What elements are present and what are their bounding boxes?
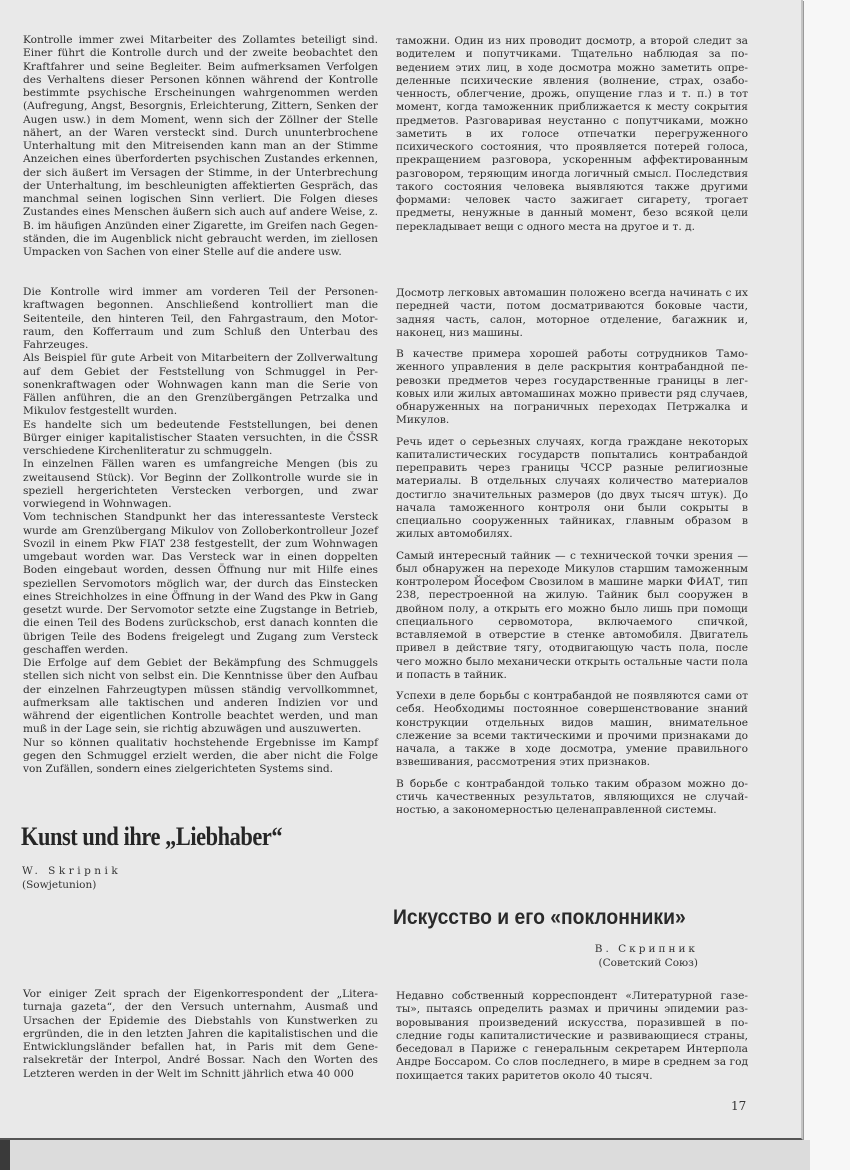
german-column-body: [23, 286, 378, 776]
german-byline: [22, 864, 121, 892]
russian-intro-paragraph: Недавно собственный корреспондент «Литературной газеты», пытаясь определить размах и причины эпидемии разворовывания произведений искусства, поразившей в последние годы капиталистические и развивающиеся страны, беседовал в Париже с генеральным секретарем Интерпола Андре Боссаром. Со слов последнего, в мире в среднем за год похищается таких раритетов около 40 тысяч.: [396, 990, 748, 1082]
scanner-edge: [0, 1140, 810, 1170]
russian-paragraph: таможни. Один из них проводит досмотр, а второй следит за водителем и попутчиками. Тщательно наблюдая за поведением этих лиц, в ходе досмотра можно заметить определенные психические явления (волнение, страх, озабоченность, облегчение, дрожь, опущение глаз и т. п.) в тот момент, когда таможенник приближается к месту сокрытия предметов. Разговаривая неустанно с попутчиками, можно заметить в их голосе отпечатки перегруженного психического состояния, что проявляется потерей голоса, прекращением разговора, ускоренным аффектированным разговором, теряющим иногда логичный смысл. Последствия такого состояния человека выявляются также другими формами: человек часто зажигает сигарету, трогает предметы, ненужные в данный момент, безо всякой цели перекладывает вещи с одного места на другое и т. д.: [396, 35, 748, 233]
german-paragraph: In einzelnen Fällen waren es umfangreiche Mengen (bis zu zweitausend Stück). Vor Beginn der Zollkontrolle wurde sie in speziell hergerichteten Verstecken verborgen, und zwar vorwiegend in Wohnwagen.: [23, 458, 378, 510]
german-paragraph: Es handelte sich um bedeutende Feststellungen, bei denen Bürger einiger kapitalistischer Staaten versuchten, in die ČSSR verschiedene Kirchenliteratur zu schmuggeln.: [23, 418, 378, 457]
german-author-country: (Sowjetunion): [22, 879, 97, 891]
russian-paragraph: Успехи в деле борьбы с контрабандой не появляются сами от себя. Необходимы постоянное совершенствование знаний конструкции отдельных видов машин, внимательное слежение за всеми тактическими и прочими признаками до начала, а также в ходе досмотра, умение правильного взвешивания, рассмотрения этих признаков.: [396, 690, 748, 769]
russian-author-name: В. Скрипник: [594, 943, 698, 955]
russian-byline: [595, 942, 698, 970]
russian-article-intro: [396, 990, 748, 1083]
russian-article-title: Искусство и его «поклонники»: [393, 906, 686, 929]
russian-paragraph: В борьбе с контрабандой только таким образом можно достичь качественных результатов, являющихся не случайностью, а закономерностью целенаправленной системы.: [396, 777, 748, 816]
russian-paragraph: Самый интересный тайник — с технической точки зрения — был обнаружен на переходе Микулов старшим таможенным контролером Йосефом Свозилом в машине марки ФИАТ, тип 238, перестроенной на жилую. Тайник был сооружен в двойном полу, а открыть его можно было лишь при помощи специального сервомотора, включаемого спичкой, вставляемой в отверстие в стенке автомобиля. Двигатель привел в действие тягу, отодвигающую часть пола, после чего можно было механически открыть остальные части пола и попасть в тайник.: [396, 549, 748, 681]
russian-paragraph: В качестве примера хорошей работы сотрудников Таможенного управления в деле раскрытия контрабандной перевозки предметов через государственные границы в легковых или жилых автомашинах можно привести ряд случаев, обнаруженных на пограничных переходах Петржалка и Микулов.: [396, 348, 748, 427]
german-paragraph: Die Erfolge auf dem Gebiet der Bekämpfung des Schmuggels stellen sich nicht von selbst ein. Die Kenntnisse über den Aufbau der einzelnen Fahrzeugtypen müssen ständig vervollkommnet, aufmerksam alle taktischen und anderen Indizien vor und während der eigentlichen Kontrolle beachtet werden, und man muß in der Lage sein, sie richtig abzuwägen und auszuwerten.: [23, 657, 378, 736]
german-article-intro: [23, 988, 378, 1081]
page-number: 17: [731, 1099, 747, 1113]
russian-paragraph: Досмотр легковых автомашин положено всегда начинать с их передней части, потом досматриваются боковые части, задняя часть, салон, моторное отделение, багажник и, наконец, низ машины.: [396, 287, 748, 339]
german-paragraph: Die Kontrolle wird immer am vorderen Teil der Personenkraftwagen begonnen. Anschließend kontrolliert man die Seitenteile, den hinteren Teil, den Fahrgastraum, den Motorraum, den Kofferraum und zum Schluß den Unterbau des Fahrzeuges.: [23, 286, 378, 351]
russian-column-continued: [396, 35, 748, 234]
german-paragraph: Nur so können qualitativ hochstehende Ergebnisse im Kampf gegen den Schmuggel erzielt werden, die aber nicht die Folge von Zufällen, sondern eines zielgerichteten Systems sind.: [23, 736, 378, 775]
german-paragraph: Vom technischen Standpunkt her das interessanteste Versteck wurde am Grenzübergang Mikulov von Zolloberkontrolleur Jozef Svozil in einem Pkw FIAT 238 festgestellt, der zum Wohnwagen umgebaut worden war. Das Versteck war in einen doppelten Boden eingebaut worden, dessen Öffnung nur mit Hilfe eines speziellen Servomotors möglich war, der durch das Einstecken eines Streichholzes in eine Öffnung in der Wand des Pkw in Gang gesetzt wurde. Der Servomotor setzte eine Zugstange in Betrieb, die einen Teil des Bodens zurückschob, erst danach konnten die übrigen Teile des Bodens freigelegt und Zugang zum Versteck geschaffen werden.: [23, 511, 378, 656]
russian-column-body: [396, 287, 748, 817]
russian-paragraph: Речь идет о серьезных случаях, когда граждане некоторых капиталистических государств попытались контрабандой переправить через границы ЧССР разные религиозные материалы. В отдельных случаях количество материалов достигло значительных размеров (до двух тысяч штук). До начала таможенного контроля они были сокрыты в специально сооруженных тайниках, главным образом в жилых автомобилях.: [396, 435, 748, 541]
german-paragraph: Kontrolle immer zwei Mitarbeiter des Zollamtes beteiligt sind. Einer führt die Kontrolle durch und der zweite beobachtet den Kraftfahrer und seine Begleiter. Beim aufmerksamen Verfolgen des Verhaltens dieser Personen können während der Kontrolle bestimmte psychische Erscheinungen wahrgenommen werden (Aufregung, Angst, Besorgnis, Erleichterung, Zittern, Senken der Augen usw.) in dem Moment, wenn sich der Zöllner der Stelle nähert, an der Waren versteckt sind. Durch ununterbrochene Unterhaltung mit den Mitreisenden kann man an der Stimme Anzeichen eines überforderten psychischen Zustandes erkennen, der sich äußert im Versagen der Stimme, in der Unterbrechung der Unterhaltung, im beschleunigten affektierten Gespräch, das manchmal seinen logischen Sinn verliert. Die Folgen dieses Zustandes eines Menschen äußern sich auch auf andere Weise, z. B. im häufigen Anzünden einer Zigarette, im Greifen nach Gegenständen, die im Augenblick nicht gebraucht werden, im ziellosen Umpacken von Sachen von einer Stelle auf die andere usw.: [23, 34, 378, 258]
german-paragraph: Als Beispiel für gute Arbeit von Mitarbeitern der Zollverwaltung auf dem Gebiet der Feststellung von Schmuggel in Personenkraftwagen oder Wohnwagen kann man die Serie von Fällen anführen, die an den Grenzübergängen Petrzalka und Mikulov festgestellt wurden.: [23, 352, 378, 418]
german-intro-paragraph: Vor einiger Zeit sprach der Eigenkorrespondent der „Literaturnaja gazeta“, der den Versuch unternahm, Ausmaß und Ursachen der Epidemie des Diebstahls von Kunstwerken zu ergründen, die in den letzten Jahren die kapitalistischen und die Entwicklungsländer befallen hat, in Paris mit dem Generalsekretär der Interpol, André Bossar. Nach den Worten des Letzteren werden in der Welt im Schnitt jährlich etwa 40 000: [23, 988, 378, 1080]
german-column-continued: [23, 34, 378, 259]
german-author-name: W. Skripnik: [22, 865, 122, 877]
german-article-title: Kunst und ihre „Liebhaber“: [21, 822, 283, 851]
russian-author-country: (Советский Союз): [598, 957, 698, 969]
